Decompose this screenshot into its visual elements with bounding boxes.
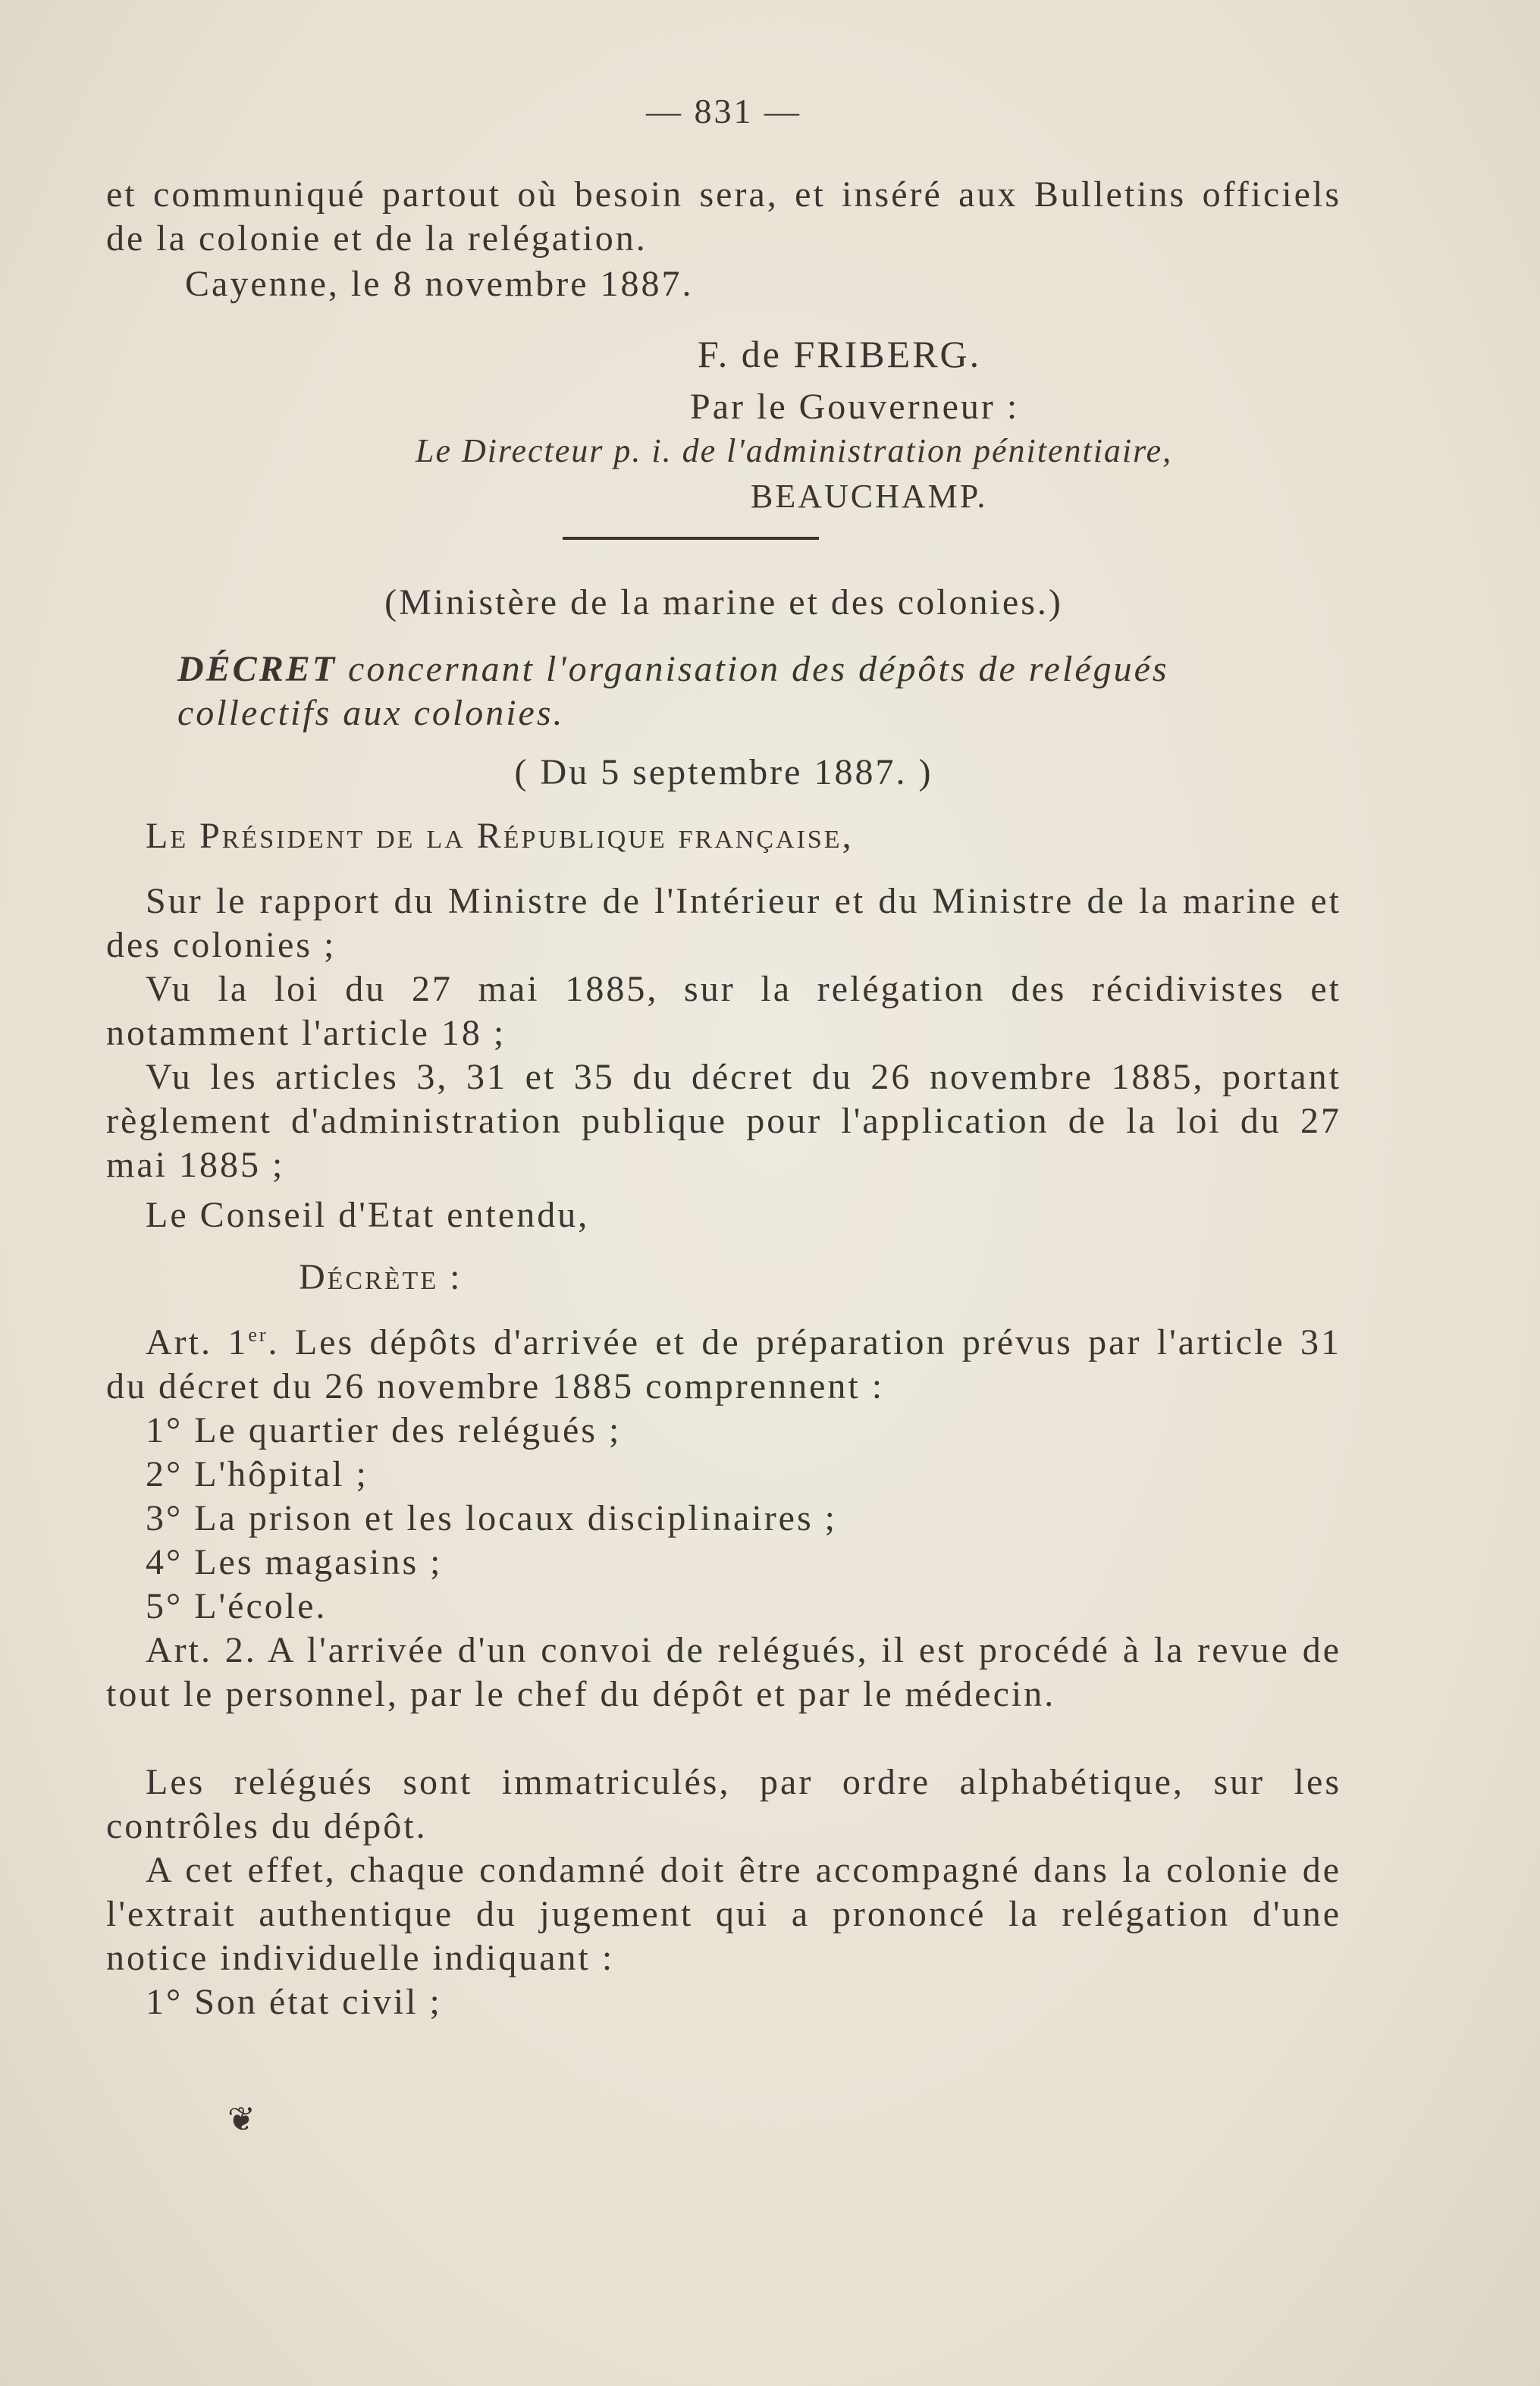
president-text: Le Président de la République française,: [146, 816, 854, 856]
decrete-heading: Décrète :: [299, 1257, 463, 1297]
place-date: Cayenne, le 8 novembre 1887.: [185, 264, 694, 304]
decree-date: ( Du 5 septembre 1887. ): [514, 752, 933, 792]
vu-loi-paragraph: Vu la loi du 27 mai 1885, sur la relégation des récidivistes et notamment l'article 18 ;: [106, 969, 1341, 1053]
directeur-line: Le Directeur p. i. de l'administration pénitentiaire,: [416, 432, 1173, 469]
matricule-paragraph: Les relégués sont immatriculés, par ordre alphabétique, sur les contrôles du dépôt.: [106, 1762, 1341, 1846]
closing-paragraph: et communiqué partout où besoin sera, et inséré aux Bulletins officiels de la colonie et de la relégation.: [106, 174, 1341, 259]
list-item: 2° L'hôpital ;: [146, 1454, 369, 1494]
conseil-line: Le Conseil d'Etat entendu,: [146, 1195, 590, 1235]
list-item: 4° Les magasins ;: [146, 1542, 443, 1582]
article-1-sup: er: [248, 1324, 268, 1346]
signature: F. de FRIBERG.: [698, 333, 982, 375]
article-1-label: Art. 1: [146, 1322, 249, 1362]
list-item: 1° Le quartier des relégués ;: [146, 1410, 622, 1450]
printer-ornament: ❦: [227, 2101, 256, 2138]
page-number: — 831 —: [646, 92, 801, 130]
list-item: 1° Son état civil ;: [146, 1982, 442, 2022]
article-2: Art. 2. A l'arrivée d'un convoi de relégués, il est procédé à la revue de tout le personnel, par le chef du dépôt et par le médecin.: [106, 1630, 1341, 1714]
article-1-text: . Les dépôts d'arrivée et de préparation prévus par l'article 31 du décret du 26 novembre 1885 comprennent :: [106, 1322, 1342, 1406]
president-line: [146, 814, 1341, 858]
decree-title-word: DÉCRET: [177, 649, 337, 689]
vu-articles-paragraph: Vu les articles 3, 31 et 35 du décret du 26 novembre 1885, portant règlement d'administration publique pour l'application de la loi du 27 mai 1885 ;: [106, 1057, 1341, 1185]
list-item: 3° La prison et les locaux disciplinaires ;: [146, 1498, 837, 1538]
decree-title: [177, 647, 1313, 735]
ministry-heading: (Ministère de la marine et des colonies.): [384, 582, 1063, 622]
decree-title-rest: concernant l'organisation des dépôts de relégués collectifs aux colonies.: [177, 649, 1169, 733]
beauchamp: BEAUCHAMP.: [751, 478, 988, 515]
effet-paragraph: A cet effet, chaque condamné doit être accompagné dans la colonie de l'extrait authentique du jugement qui a prononcé la relégation d'une notice individuelle indiquant :: [106, 1850, 1341, 1978]
list-item: 5° L'école.: [146, 1586, 328, 1626]
separator-rule: [563, 537, 819, 540]
par-gouverneur: Par le Gouverneur :: [690, 387, 1020, 427]
rapport-paragraph: Sur le rapport du Ministre de l'Intérieur et du Ministre de la marine et des colonies ;: [106, 881, 1341, 965]
article-1: [106, 1321, 1341, 1409]
